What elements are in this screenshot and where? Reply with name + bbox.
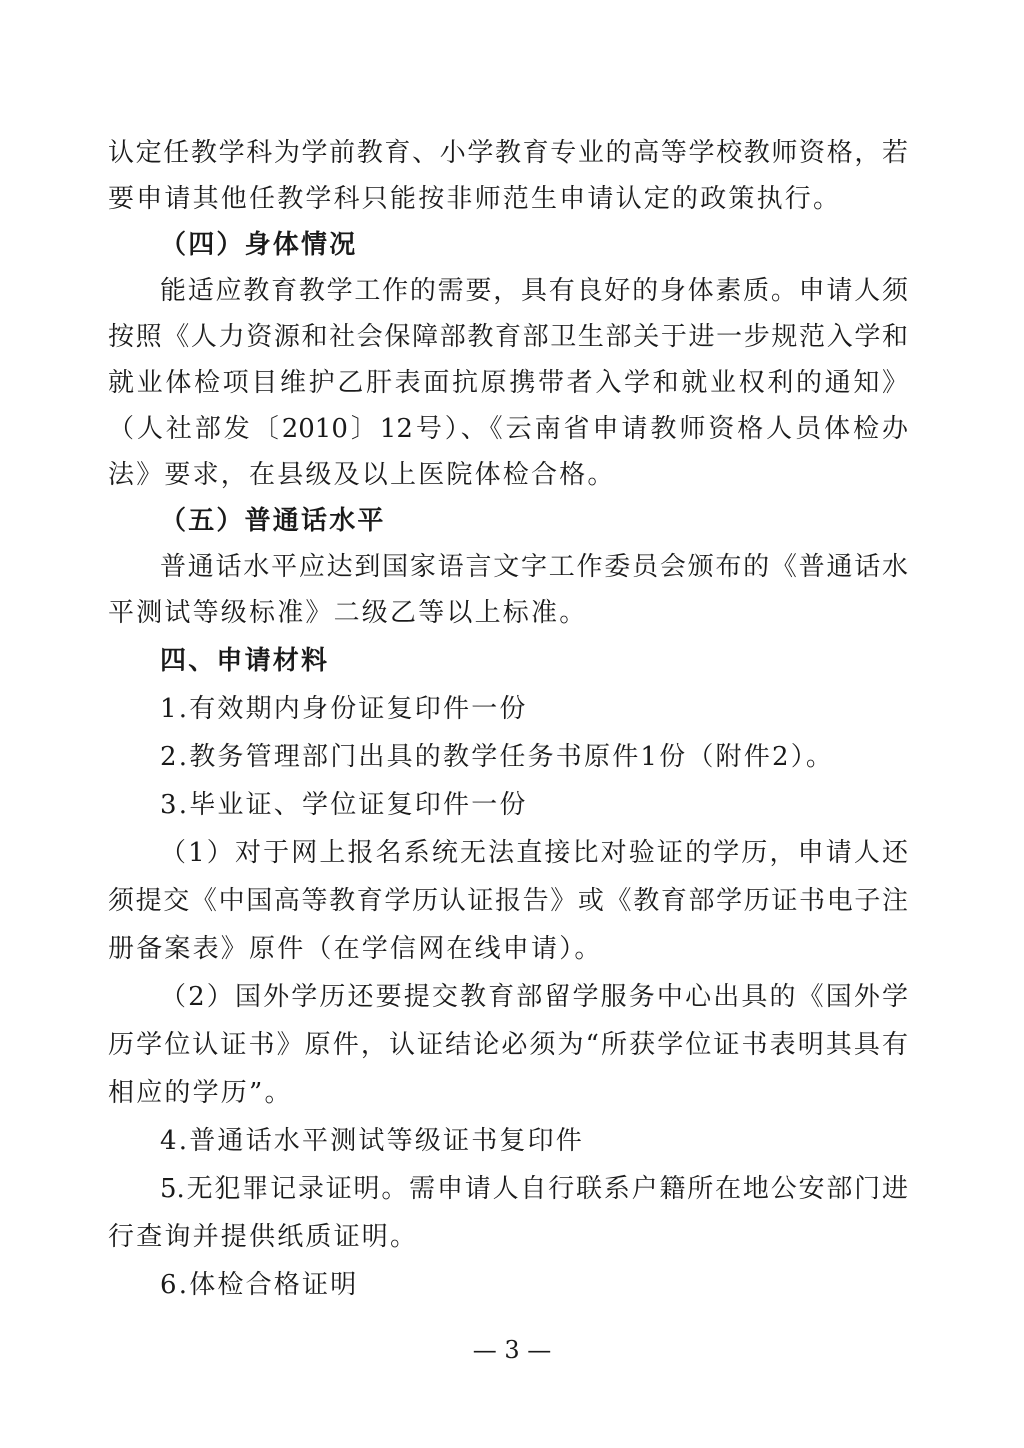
- body-line: 认定任教学科为学前教育、小学教育专业的高等学校教师资格，若: [108, 138, 908, 168]
- body-line: 要申请其他任教学科只能按非师范生申请认定的政策执行。: [108, 184, 842, 214]
- body-line: 就业体检项目维护乙肝表面抗原携带者入学和就业权利的通知》: [108, 368, 908, 398]
- list-item: 6.体检合格证明: [160, 1270, 359, 1300]
- body-line: 平测试等级标准》二级乙等以上标准。: [108, 598, 588, 628]
- body-line: （人社部发〔2010〕12号）、《云南省申请教师资格人员体检办: [108, 414, 908, 444]
- body-line: 法》要求，在县级及以上医院体检合格。: [108, 460, 616, 490]
- list-item: 2.教务管理部门出具的教学任务书原件1份（附件2）。: [160, 742, 835, 772]
- body-line: 普通话水平应达到国家语言文字工作委员会颁布的《普通话水: [160, 552, 908, 582]
- list-item: 4.普通话水平测试等级证书复印件: [160, 1126, 585, 1156]
- page-number: — 3 —: [472, 1336, 552, 1364]
- body-line: 须提交《中国高等教育学历认证报告》或《教育部学历证书电子注: [108, 886, 908, 916]
- list-item: 3.毕业证、学位证复印件一份: [160, 790, 528, 820]
- body-line: 相应的学历”。: [108, 1078, 293, 1108]
- body-line: 历学位认证书》原件，认证结论必须为“所获学位证书表明其具有: [108, 1030, 908, 1060]
- body-line: 按照《人力资源和社会保障部教育部卫生部关于进一步规范入学和: [108, 322, 908, 352]
- body-line: 能适应教育教学工作的需要，具有良好的身体素质。申请人须: [160, 276, 908, 306]
- subsection-heading: （五）普通话水平: [160, 506, 386, 536]
- body-line: 册备案表》原件（在学信网在线申请）。: [108, 934, 603, 964]
- list-item: 5.无犯罪记录证明。需申请人自行联系户籍所在地公安部门进: [160, 1174, 908, 1204]
- body-line: 行查询并提供纸质证明。: [108, 1222, 419, 1252]
- subsection-heading: （四）身体情况: [160, 230, 358, 260]
- list-item: 1.有效期内身份证复印件一份: [160, 694, 528, 724]
- body-line: （1）对于网上报名系统无法直接比对验证的学历，申请人还: [160, 838, 908, 868]
- body-line: （2）国外学历还要提交教育部留学服务中心出具的《国外学: [160, 982, 908, 1012]
- section-heading: 四、申请材料: [160, 646, 330, 676]
